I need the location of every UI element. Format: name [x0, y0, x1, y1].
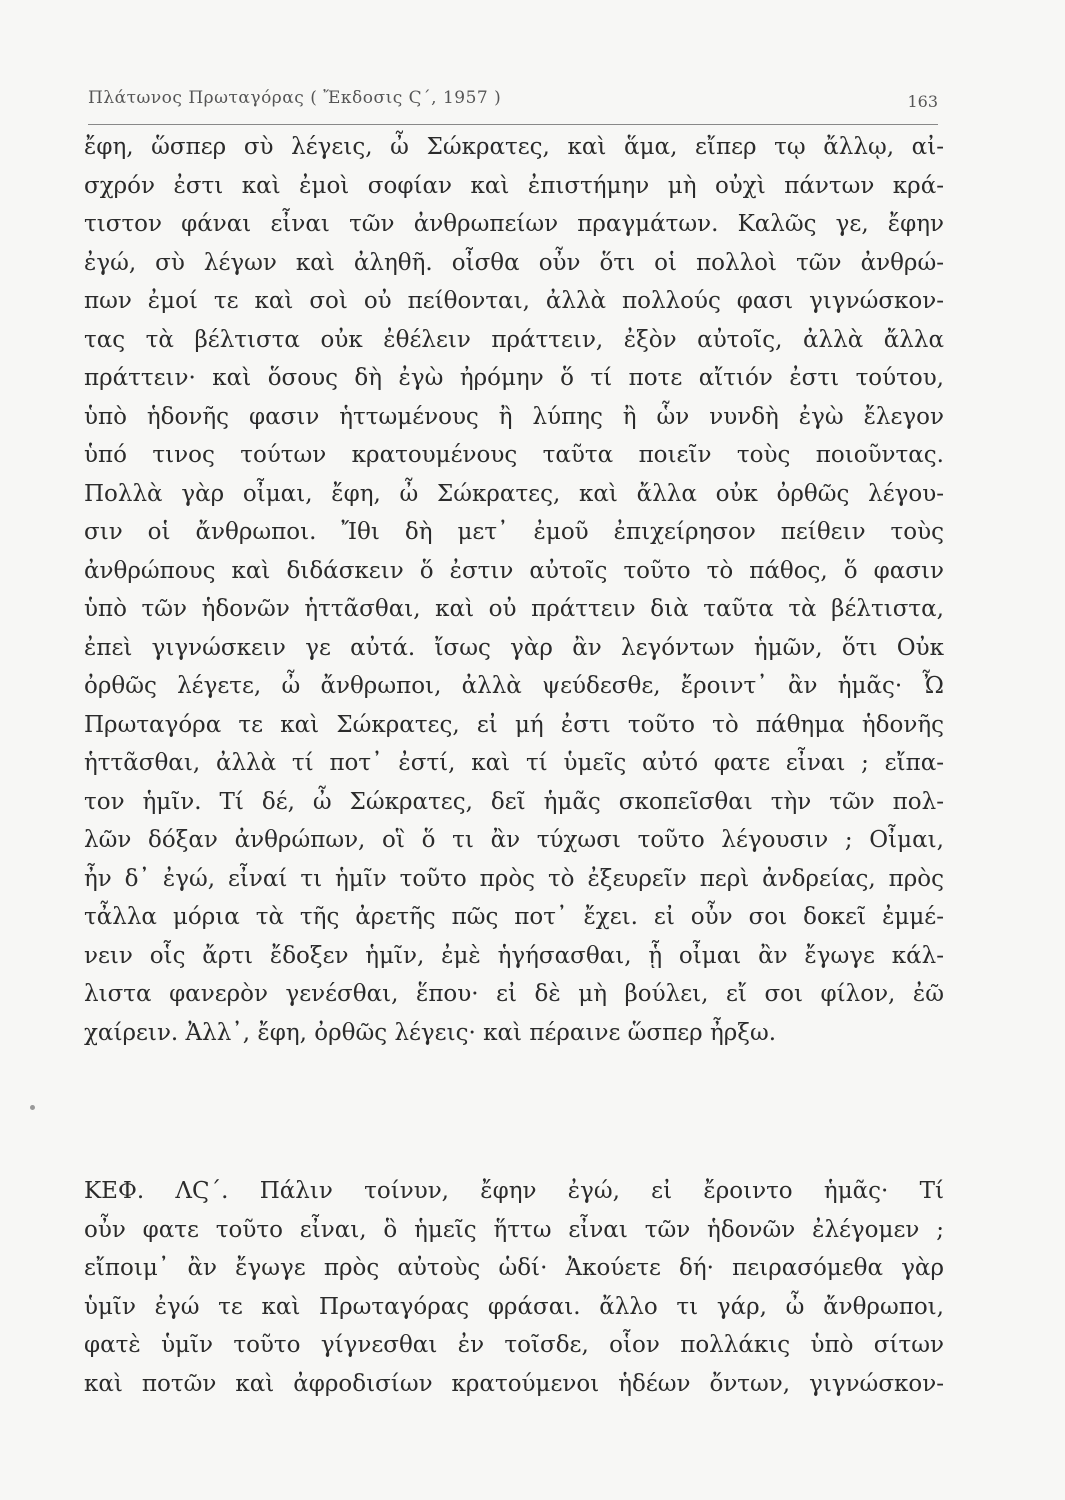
text-line: Πρωταγόρα τε καὶ Σώκρατες, εἰ μή ἐστι τοῦτο τὸ πάθημα ἡδονῆς: [84, 711, 944, 738]
text-line: λιστα φανερὸν γενέσθαι, ἕπου· εἰ δὲ μὴ βούλει, εἴ σοι φίλον, ἐῶ: [84, 981, 944, 1007]
margin-mark: [30, 1105, 35, 1110]
text-line: τιστον φάναι εἶναι τῶν ἀνθρωπείων πραγμάτων. Καλῶς γε, ἔφην: [84, 211, 944, 237]
text-line: οὖν φατε τοῦτο εἶναι, ὃ ἡμεῖς ἥττω εἶναι τῶν ἡδονῶν ἐλέγομεν ;: [84, 1216, 944, 1243]
text-line: ὑμῖν ἐγώ τε καὶ Πρωταγόρας φράσαι. ἄλλο τι γάρ, ὦ ἄνθρωποι,: [84, 1293, 944, 1320]
paragraph-chapter: [84, 1172, 944, 1403]
text-line: πράττειν· καὶ ὅσους δὴ ἐγὼ ἠρόμην ὅ τί ποτε αἴτιόν ἐστι τούτου,: [84, 365, 944, 391]
text-line: ἀνθρώπους καὶ διδάσκειν ὅ ἐστιν αὐτοῖς τοῦτο τὸ πάθος, ὅ φασιν: [84, 557, 944, 584]
chapter-heading-line: ΚΕΦ. ΛϚ΄. Πάλιν τοίνυν, ἔφην ἐγώ, εἰ ἔροιντο ἡμᾶς· Τί: [84, 1178, 944, 1204]
running-header: [88, 88, 938, 118]
text-line: τας τὰ βέλτιστα οὐκ ἐθέλειν πράττειν, ἐξὸν αὐτοῖς, ἀλλὰ ἄλλα: [84, 326, 944, 353]
text-line: φατὲ ὑμῖν τοῦτο γίγνεσθαι ἐν τοῖσδε, οἷον πολλάκις ὑπὸ σίτων: [84, 1332, 944, 1358]
header-rule: [88, 124, 938, 125]
text-line: ἦν δ᾽ ἐγώ, εἶναί τι ἡμῖν τοῦτο πρὸς τὸ ἐξευρεῖν περὶ ἀνδρείας, πρὸς: [84, 865, 944, 892]
text-line: τἆλλα μόρια τὰ τῆς ἀρετῆς πῶς ποτ᾽ ἔχει. εἰ οὖν σοι δοκεῖ ἐμμέ-: [84, 904, 944, 930]
text-line: ἡττᾶσθαι, ἀλλὰ τί ποτ᾽ ἐστί, καὶ τί ὑμεῖς αὐτό φατε εἶναι ; εἴπα-: [84, 750, 944, 776]
text-line: σχρόν ἐστι καὶ ἐμοὶ σοφίαν καὶ ἐπιστήμην μὴ οὐχὶ πάντων κρά-: [84, 172, 944, 199]
page-number: 163: [907, 92, 938, 111]
running-title: Πλάτωνος Πρωταγόρας ( Ἔκδοσις Ϛ΄, 1957 ): [88, 88, 502, 108]
text-line: ἐγώ, σὺ λέγων καὶ ἀληθῆ. οἶσθα οὖν ὅτι οἱ πολλοὶ τῶν ἀνθρώ-: [84, 249, 944, 276]
text-line: ὀρθῶς λέγετε, ὦ ἄνθρωποι, ἀλλὰ ψεύδεσθε, ἔροιντ᾽ ἂν ἡμᾶς· Ὦ: [84, 673, 944, 699]
text-line: χαίρειν. Ἀλλ᾽, ἔφη, ὀρθῶς λέγεις· καὶ πέραινε ὥσπερ ἦρξω.: [84, 1019, 777, 1046]
text-line: νειν οἷς ἄρτι ἔδοξεν ἡμῖν, ἐμὲ ἡγήσασθαι, ᾗ οἶμαι ἂν ἔγωγε κάλ-: [84, 942, 944, 969]
text-line: ὑπὸ τῶν ἡδονῶν ἡττᾶσθαι, καὶ οὐ πράττειν διὰ ταῦτα τὰ βέλτιστα,: [84, 596, 944, 622]
text-line: σιν οἱ ἄνθρωποι. Ἴθι δὴ μετ᾽ ἐμοῦ ἐπιχείρησον πείθειν τοὺς: [84, 519, 944, 545]
text-line: ἔφη, ὥσπερ σὺ λέγεις, ὦ Σώκρατες, καὶ ἅμα, εἴπερ τῳ ἄλλῳ, αἰ-: [84, 134, 944, 160]
text-line: πων ἐμοί τε καὶ σοὶ οὐ πείθονται, ἀλλὰ πολλούς φασι γιγνώσκον-: [84, 288, 944, 314]
text-line: ἐπεὶ γιγνώσκειν γε αὐτά. ἴσως γὰρ ἂν λεγόντων ἡμῶν, ὅτι Οὐκ: [84, 634, 944, 661]
text-line: καὶ ποτῶν καὶ ἀφροδισίων κρατούμενοι ἡδέων ὄντων, γιγνώσκον-: [84, 1370, 944, 1397]
text-line: ὑπὸ ἡδονῆς φασιν ἡττωμένους ἢ λύπης ἢ ὧν νυνδὴ ἐγὼ ἔλεγον: [84, 403, 944, 430]
text-line: Πολλὰ γὰρ οἶμαι, ἔφη, ὦ Σώκρατες, καὶ ἄλλα οὐκ ὀρθῶς λέγου-: [84, 480, 944, 507]
text-line: εἴποιμ᾽ ἂν ἔγωγε πρὸς αὐτοὺς ὡδί· Ἀκούετε δή· πειρασόμεθα γὰρ: [84, 1255, 944, 1281]
text-line: τον ἡμῖν. Τί δέ, ὦ Σώκρατες, δεῖ ἡμᾶς σκοπεῖσθαι τὴν τῶν πολ-: [84, 788, 944, 815]
text-line: ὑπό τινος τούτων κρατουμένους ταῦτα ποιεῖν τοὺς ποιοῦντας.: [84, 442, 944, 468]
text-line: λῶν δόξαν ἀνθρώπων, οἳ ὅ τι ἂν τύχωσι τοῦτο λέγουσιν ; Οἶμαι,: [84, 827, 944, 853]
paragraph-dialogue: [84, 128, 944, 1052]
